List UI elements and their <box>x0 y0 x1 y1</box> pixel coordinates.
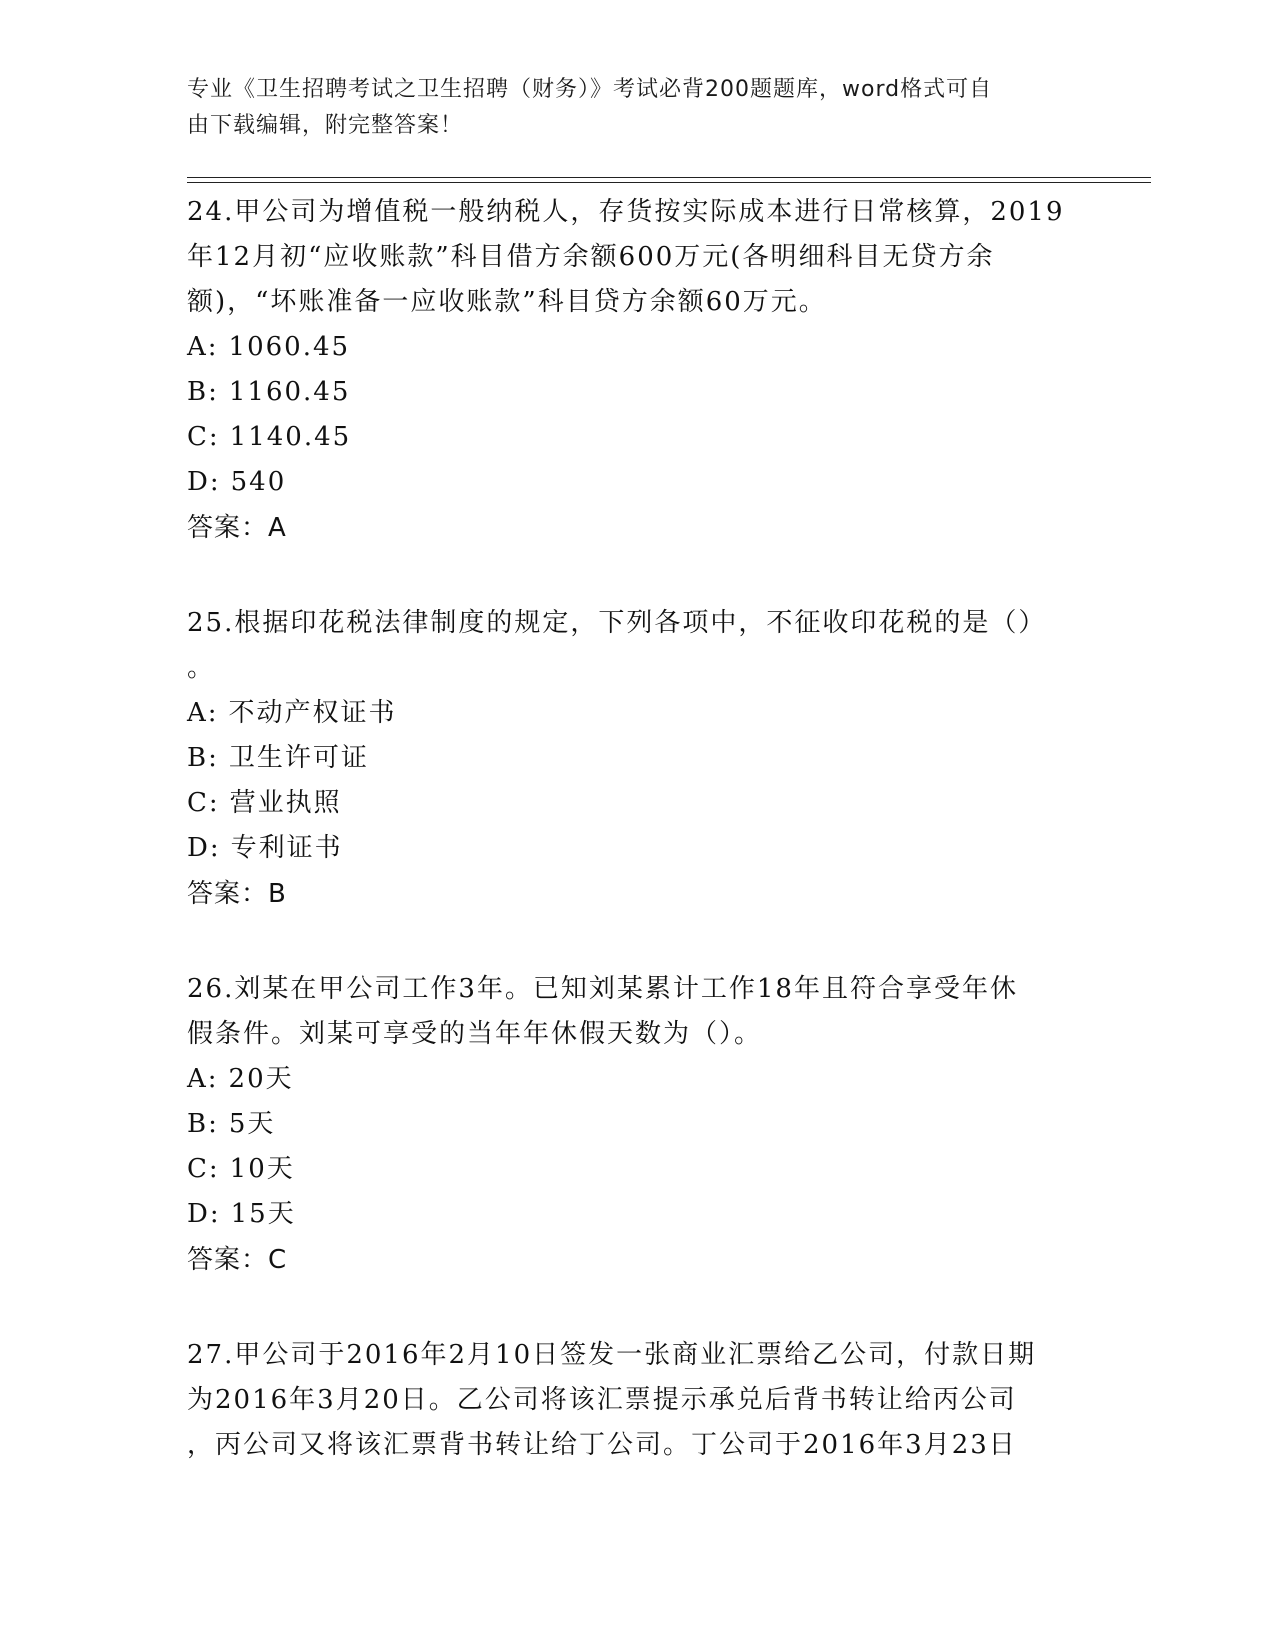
option-key: B: <box>187 743 219 773</box>
answer-line: 答案：B <box>187 879 287 909</box>
option-d <box>187 460 1087 505</box>
option-value: 1060.45 <box>228 332 351 362</box>
option-key: C: <box>187 422 220 452</box>
question-text-line: 24.甲公司为增值税一般纳税人，存货按实际成本进行日常核算，2019 <box>187 197 1065 227</box>
document-header <box>187 72 1067 144</box>
question-text-line: 年12月初“应收账款”科目借方余额600万元(各明细科目无贷方余 <box>187 242 995 272</box>
option-value: 540 <box>230 467 287 497</box>
option-value: 5天 <box>228 1109 276 1139</box>
option-key: D: <box>187 467 221 497</box>
question-text-line: 26.刘某在甲公司工作3年。已知刘某累计工作18年且符合享受年休 <box>187 974 1018 1004</box>
option-value: 专利证书 <box>230 833 343 863</box>
option-key: A: <box>187 332 219 362</box>
option-value: 1160.45 <box>228 377 351 407</box>
question-text-line: ，丙公司又将该汇票背书转让给丁公司。丁公司于2016年3月23日 <box>187 1430 1017 1460</box>
question-text-line: 额)，“坏账准备一应收账款”科目贷方余额60万元。 <box>187 287 827 317</box>
option-value: 营业执照 <box>229 788 342 818</box>
option-d <box>187 826 1087 871</box>
option-value: 不动产权证书 <box>228 698 397 728</box>
question-27 <box>187 1333 1087 1468</box>
question-text-line: 27.甲公司于2016年2月10日签发一张商业汇票给乙公司，付款日期 <box>187 1340 1037 1370</box>
option-value: 20天 <box>228 1064 294 1094</box>
option-key: C: <box>187 1154 220 1184</box>
question-25 <box>187 601 1087 917</box>
question-text-line: 为2016年3月20日。乙公司将该汇票提示承兑后背书转让给丙公司 <box>187 1385 1017 1415</box>
option-c <box>187 1147 1087 1192</box>
option-key: C: <box>187 788 220 818</box>
option-b <box>187 736 1087 781</box>
answer-line: 答案：C <box>187 1245 288 1275</box>
option-c <box>187 415 1087 460</box>
option-key: A: <box>187 698 219 728</box>
question-text-line: 25.根据印花税法律制度的规定，下列各项中，不征收印花税的是（） <box>187 608 1047 638</box>
question-text-line: 。 <box>187 653 216 683</box>
option-value: 1140.45 <box>229 422 352 452</box>
header-line-1: 专业《卫生招聘考试之卫生招聘（财务）》考试必背200题题库，word格式可自 <box>187 77 993 102</box>
question-text-line: 假条件。刘某可享受的当年年休假天数为（）。 <box>187 1019 763 1049</box>
option-b <box>187 1102 1087 1147</box>
header-line-2: 由下载编辑，附完整答案！ <box>187 113 464 138</box>
option-value: 卫生许可证 <box>228 743 369 773</box>
option-a <box>187 1057 1087 1102</box>
option-c <box>187 781 1087 826</box>
header-divider-top <box>187 177 1151 178</box>
answer-line: 答案：A <box>187 513 287 543</box>
option-value: 15天 <box>230 1199 296 1229</box>
option-key: D: <box>187 833 221 863</box>
option-key: A: <box>187 1064 219 1094</box>
option-key: D: <box>187 1199 221 1229</box>
question-24 <box>187 190 1087 551</box>
header-divider-bottom <box>187 182 1151 183</box>
option-d <box>187 1192 1087 1237</box>
option-value: 10天 <box>229 1154 295 1184</box>
option-b <box>187 370 1087 415</box>
option-a <box>187 325 1087 370</box>
question-26 <box>187 967 1087 1283</box>
question-list <box>187 190 1087 1518</box>
option-key: B: <box>187 377 219 407</box>
option-key: B: <box>187 1109 219 1139</box>
option-a <box>187 691 1087 736</box>
